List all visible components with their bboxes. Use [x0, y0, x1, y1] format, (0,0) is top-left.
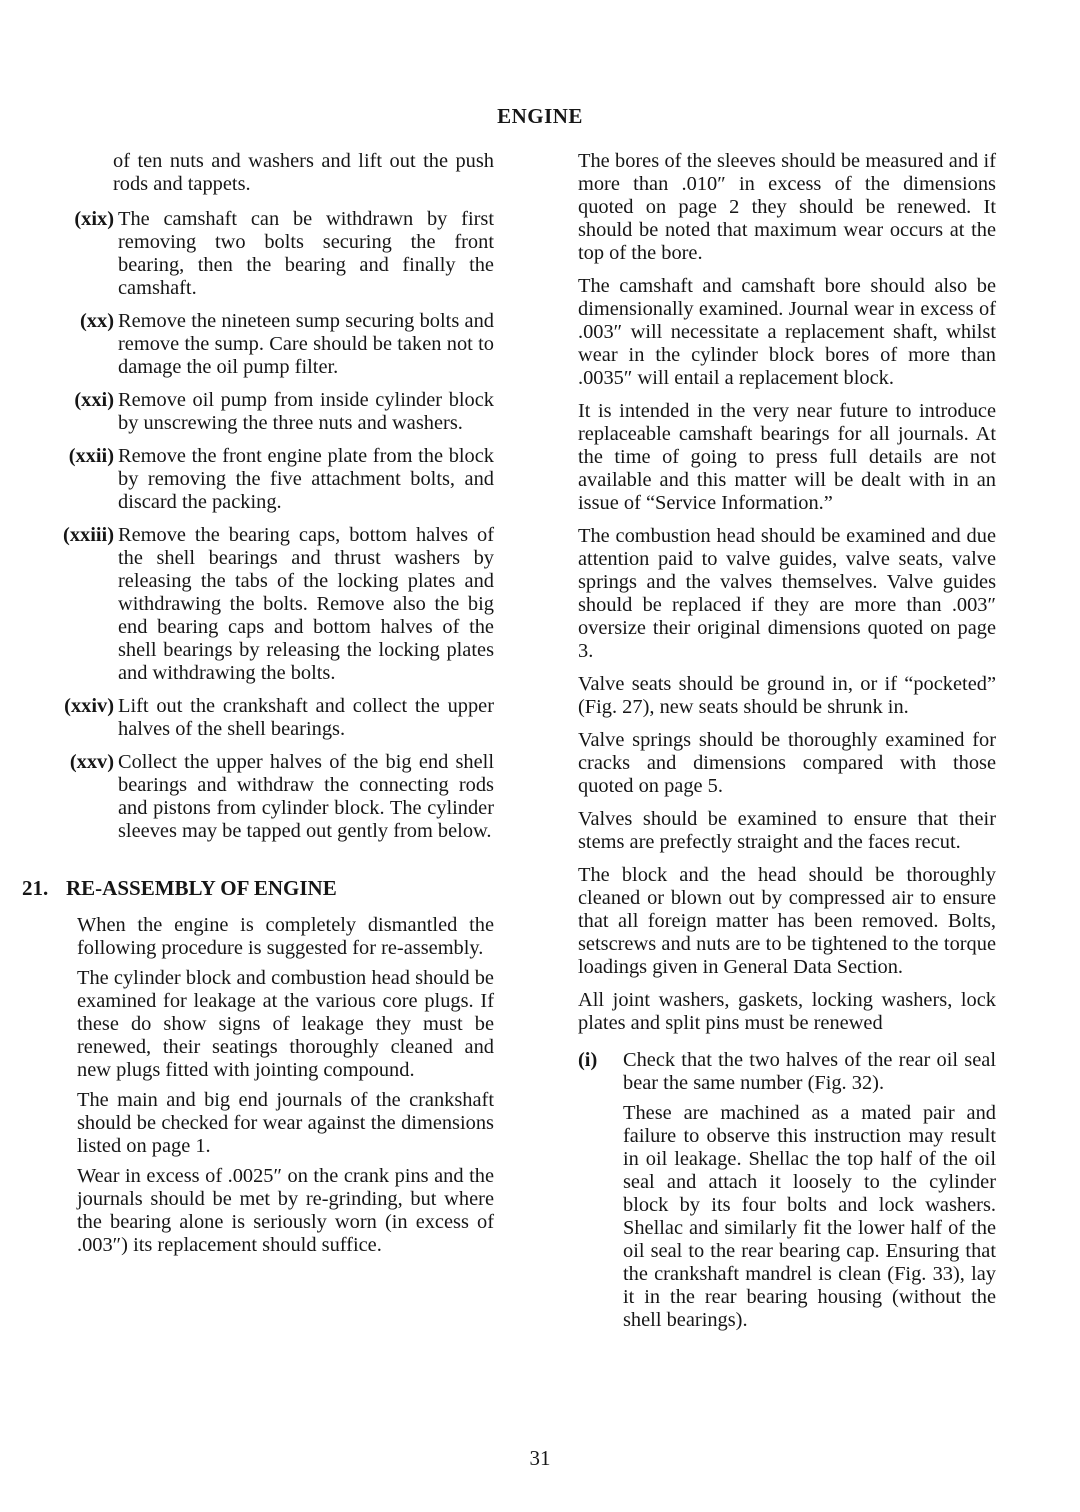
section-number: 21.	[22, 876, 49, 900]
paragraph: Valves should be examined to ensure that their stems are prefectly straight and the faces recut.	[578, 808, 996, 853]
section-title: RE-ASSEMBLY OF ENGINE	[66, 876, 337, 900]
step-item	[44, 389, 494, 435]
paragraph: When the engine is completely dismantled the following procedure is suggested for re-assembly.	[77, 914, 494, 959]
reassembly-step	[578, 1049, 996, 1339]
step-item	[44, 310, 494, 379]
paragraph: The combustion head should be examined and due attention paid to valve guides, valve seats, valve springs and the valves themselves. Valve guides should be replaced if they are more than .003″ oversize their original dimensions quoted on page 3.	[578, 525, 996, 662]
page-header: ENGINE	[497, 104, 583, 128]
paragraph: The cylinder block and combustion head should be examined for leakage at the various core plugs. If these do show signs of leakage they must be renewed, their seatings thoroughly cleaned and new plugs fitted with jointing compound.	[77, 967, 494, 1081]
step-body	[623, 1049, 996, 1339]
step-number: (xix)	[74, 208, 114, 230]
section-heading	[22, 877, 494, 900]
paragraph: It is intended in the very near future to introduce replaceable camshaft bearings for all journals. At the time of going to press full details are not available and this matter will be dealt with in an issue of “Service Information.”	[578, 400, 996, 514]
step-text: The camshaft can be withdrawn by first removing two bolts securing the front bearing, then the bearing and finally the camshaft.	[118, 208, 494, 299]
step-item	[44, 524, 494, 685]
step-text: Remove the front engine plate from the block by removing the five attachment bolts, and discard the packing.	[118, 445, 494, 513]
step-number: (i)	[578, 1049, 598, 1071]
page-number: 31	[529, 1446, 551, 1470]
step-text: Lift out the crankshaft and collect the upper halves of the shell bearings.	[118, 695, 494, 740]
step-item	[44, 695, 494, 741]
step-text: Check that the two halves of the rear oil seal bear the same number (Fig. 32).	[623, 1049, 996, 1094]
step-text: Remove oil pump from inside cylinder block by unscrewing the three nuts and washers.	[118, 389, 494, 434]
paragraph: The bores of the sleeves should be measured and if more than .010″ in excess of the dimensions quoted on page 2 they should be renewed. It should be noted that maximum wear occurs at the top of the bore.	[578, 150, 996, 264]
paragraph: Wear in excess of .0025″ on the crank pins and the journals should be met by re-grinding, but where the bearing alone is seriously worn (in excess of .003″) its replacement should suffice.	[77, 1165, 494, 1256]
paragraph: The camshaft and camshaft bore should also be dimensionally examined. Journal wear in excess of .003″ will necessitate a replacement shaft, whilst wear in the cylinder block bores of more than .0035″ will entail a replacement block.	[578, 275, 996, 389]
step-number: (xxiv)	[64, 695, 114, 717]
paragraph: The block and the head should be thoroughly cleaned or blown out by compressed air to ensure that all foreign matter has been removed. Bolts, setscrews and nuts are to be tightened to the torque loadings given in General Data Section.	[578, 864, 996, 978]
step-number: (xxiii)	[63, 524, 114, 546]
step-item	[44, 445, 494, 514]
step-text: These are machined as a mated pair and failure to observe this instruction may result in oil leakage. Shellac the top half of the oil seal and attach it loosely to the cylinder block by its four bolts and lock washers. Shellac and similarly fit the lower half of the oil seal to the rear bearing cap. Ensuring that the crankshaft mandrel is clean (Fig. 33), lay it in the rear bearing housing (without the shell bearings).	[623, 1102, 996, 1331]
continued-text: of ten nuts and washers and lift out the push rods and tappets.	[113, 150, 494, 195]
step-text: Remove the bearing caps, bottom halves of the shell bearings and thrust washers by releasing the tabs of the locking plates and withdrawing the bolts. Remove also the big end bearing caps and bottom halves of the shell bearings by releasing the locking plates and withdrawing the bolts.	[118, 524, 494, 684]
paragraph: All joint washers, gaskets, locking washers, lock plates and split pins must be renewed	[578, 989, 996, 1034]
step-item	[44, 208, 494, 300]
step-item	[44, 751, 494, 843]
step-number: (xxi)	[74, 389, 114, 411]
paragraph: Valve seats should be ground in, or if “pocketed” (Fig. 27), new seats should be shrunk in.	[578, 673, 996, 718]
paragraph: Valve springs should be thoroughly examined for cracks and dimensions compared with those quoted on page 5.	[578, 729, 996, 797]
step-text: Remove the nineteen sump securing bolts and remove the sump. Care should be taken not to damage the oil pump filter.	[118, 310, 494, 378]
step-number: (xxv)	[69, 751, 114, 773]
step-text: Collect the upper halves of the big end shell bearings and withdraw the connecting rods and pistons from cylinder block. The cylinder sleeves may be tapped out gently from below.	[118, 751, 494, 842]
step-number: (xxii)	[68, 445, 114, 467]
step-number: (xx)	[80, 310, 114, 332]
left-column	[22, 150, 494, 1264]
section-body	[77, 914, 494, 1257]
right-column	[578, 150, 996, 1339]
paragraph: The main and big end journals of the crankshaft should be checked for wear against the dimensions listed on page 1.	[77, 1089, 494, 1157]
